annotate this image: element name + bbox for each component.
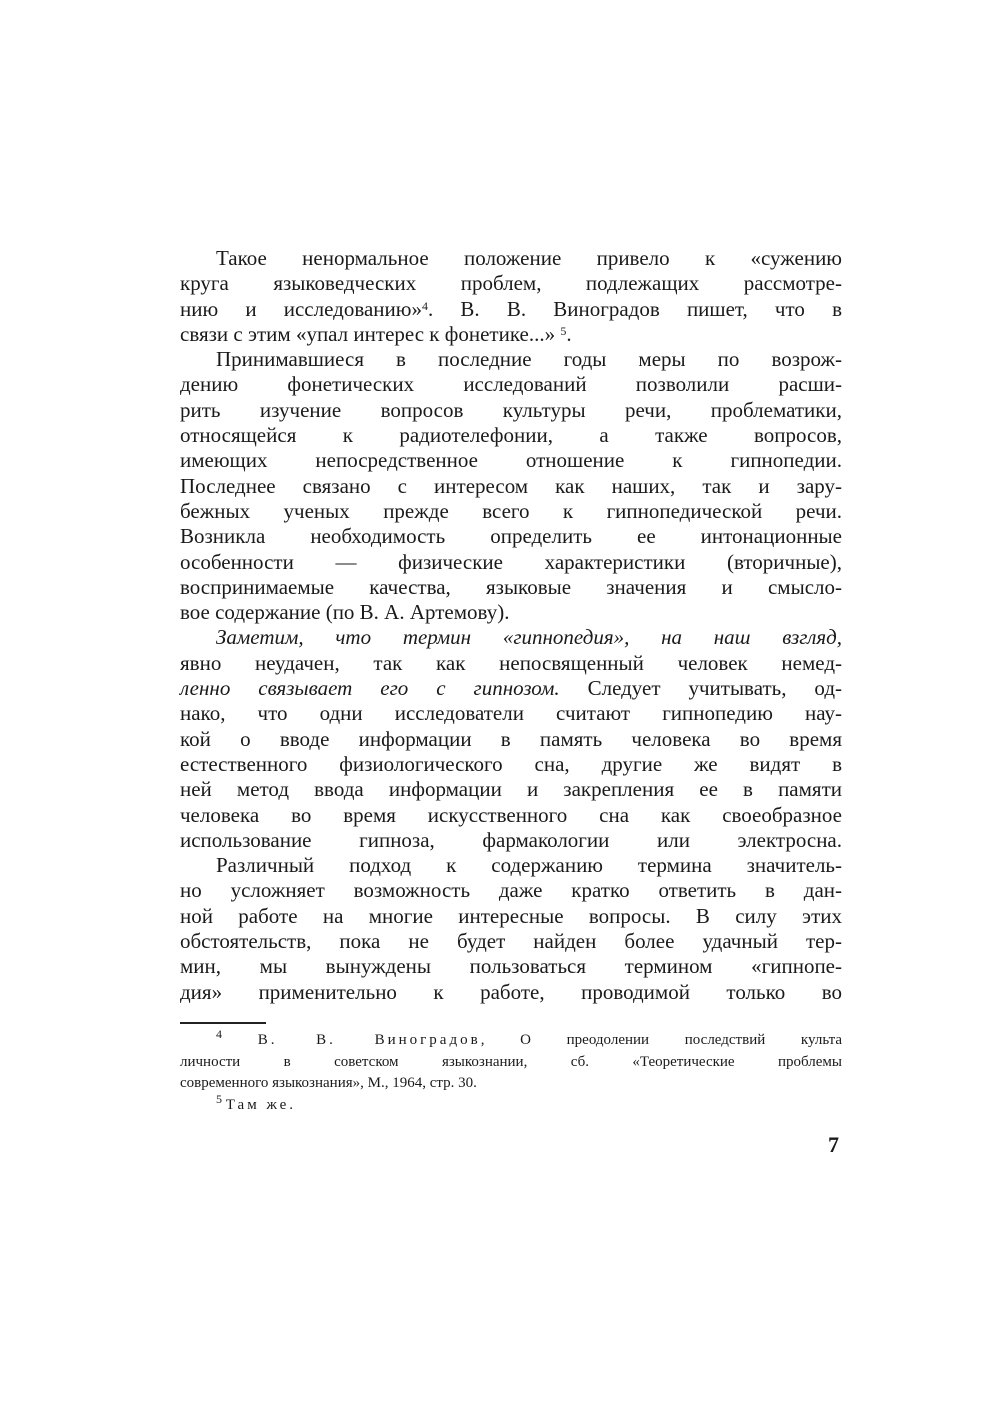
text-segment: . В. В. Виноградов пишет, что в: [427, 296, 842, 321]
page-number: 7: [828, 1132, 839, 1157]
footnote-4: [180, 1027, 843, 1052]
text-segment: ленно связывает его с гипнозом.: [180, 676, 560, 701]
text-line: человека во время искусственного сна как своеобразное: [180, 802, 842, 827]
text-segment: , О преодолении последствий культа: [480, 1032, 843, 1048]
text-segment: нию и исследованию»: [180, 296, 422, 321]
body-text: [180, 246, 842, 1005]
text-line: Различный подход к содержанию термина значитель-: [216, 853, 842, 878]
text-line: но усложняет возможность даже кратко ответить в дан-: [180, 878, 842, 903]
text-line: относящейся к радиотелефонии, а также вопросов,: [180, 423, 842, 448]
text-line: Последнее связано с интересом как наших, так и зару-: [180, 473, 842, 498]
text-line: Принимавшиеся в последние годы меры по возрож-: [216, 347, 842, 372]
text-line: Такое ненормальное положение привело к «сужению: [216, 246, 842, 270]
footnote-divider: [180, 1022, 266, 1024]
text-line: ной работе на многие интересные вопросы. В силу этих: [180, 903, 842, 928]
text-line: обстоятельств, пока не будет найден более удачный тер-: [180, 929, 842, 954]
text-line: ней метод ввода информации и закрепления ее в памяти: [180, 777, 842, 802]
text-line: бежных ученых прежде всего к гипнопедической речи.: [180, 498, 842, 523]
text-line: [180, 676, 842, 701]
text-line: Возникла необходимость определить ее интонационные: [180, 524, 842, 549]
text-line: круга языковедческих проблем, подлежащих рассмотре-: [180, 271, 842, 296]
footnotes: [180, 1027, 843, 1116]
text-line: дия» применительно к работе, проводимой только во: [180, 979, 842, 1004]
footnote-number: 4: [216, 1027, 222, 1041]
text-line: вое содержание (по В. А. Артемову).: [180, 600, 510, 625]
text-line: особенности — физические характеристики (вторичные),: [180, 549, 842, 574]
text-line: [180, 297, 842, 322]
text-segment: связи с этим «упал интерес к фонетике...»: [180, 321, 556, 346]
footnote-ref: 5: [560, 323, 567, 338]
text-line: естественного физиологического сна, другие же видят в: [180, 751, 842, 776]
text-line: мин, мы вынуждены пользоваться термином «гипнопе-: [180, 954, 842, 979]
paragraph-1: [180, 246, 842, 347]
footnote-5: [180, 1091, 842, 1117]
text-line: личности в советском языкознании, сб. «Теоретические проблемы: [180, 1053, 842, 1070]
paragraph-2: [180, 347, 842, 625]
text-line: современного языкознания», М., 1964, стр. 30.: [180, 1075, 477, 1091]
text-line: явно неудачен, так как непосвященный человек немед-: [180, 650, 842, 675]
text-line: Заметим, что термин «гипнопедия», на наш взгляд,: [216, 625, 842, 650]
paragraph-4: [180, 853, 842, 1005]
text-line: использование гипноза, фармакологии или электросна.: [180, 827, 842, 852]
footnote-author: В. В. Виноградов: [257, 1032, 481, 1048]
text-line: кой о вводе информации в память человека во время: [180, 726, 842, 751]
text-segment: .: [566, 321, 572, 346]
text-line: рить изучение вопросов культуры речи, проблематики,: [180, 397, 842, 422]
text-segment: Следует учитывать, од-: [559, 676, 843, 701]
footnote-number: 5: [216, 1091, 222, 1106]
paragraph-3: [180, 625, 842, 853]
text-line: дению фонетических исследований позволили расши-: [180, 372, 842, 397]
text-line: воспринимаемые качества, языковые значения и смысло-: [180, 574, 842, 599]
footnote-ref: 4: [421, 298, 428, 313]
text-line: имеющих непосредственное отношение к гипнопедии.: [180, 448, 842, 473]
text-line: [180, 322, 842, 347]
text-segment: Там же.: [225, 1096, 297, 1113]
text-line: нако, что одни исследователи считают гипнопедию нау-: [180, 701, 842, 726]
